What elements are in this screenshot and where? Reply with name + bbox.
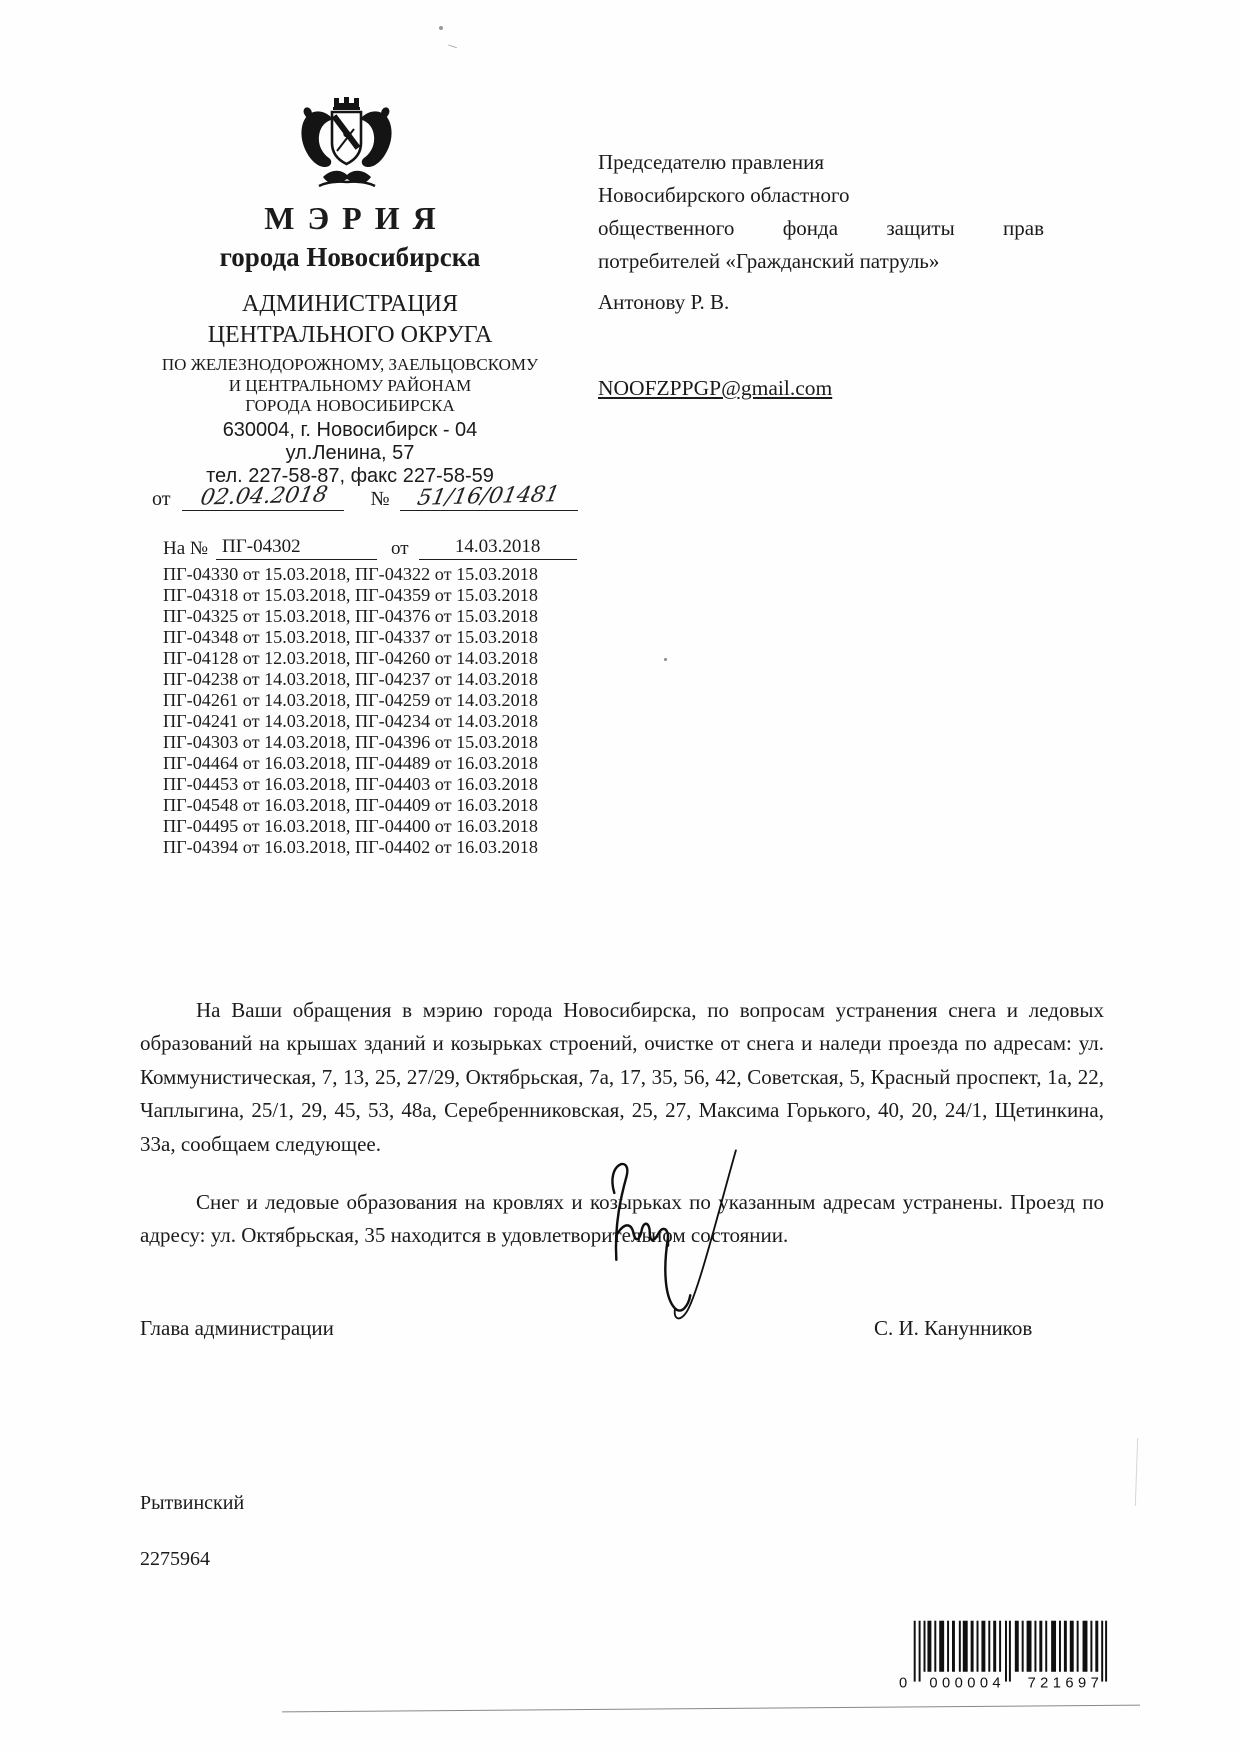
reference-list-item: ПГ-04325 от 15.03.2018, ПГ-04376 от 15.03.2018	[163, 606, 538, 626]
reference-list-item: ПГ-04241 от 14.03.2018, ПГ-04234 от 14.03.2018	[163, 711, 538, 731]
reference-list-item: ПГ-04464 от 16.03.2018, ПГ-04489 от 16.03.2018	[163, 753, 538, 773]
number-label: №	[370, 488, 390, 510]
recipient-email: NOOFZPPGP@gmail.com	[598, 376, 833, 400]
districts-line2: И ЦЕНТРАЛЬНОМУ РАЙОНАМ	[228, 375, 472, 395]
barcode-group-right: 721697	[1027, 1675, 1104, 1692]
reference-list-item: ПГ-04330 от 15.03.2018, ПГ-04322 от 15.03.2018	[163, 564, 538, 584]
scan-artifact-line	[1135, 1438, 1138, 1506]
registration-barcode	[898, 1620, 1112, 1698]
barcode-group-left: 000004	[929, 1675, 1006, 1692]
outgoing-date-slot	[182, 484, 344, 511]
scan-edge-line	[282, 1705, 1140, 1713]
reference-list-item: ПГ-04348 от 15.03.2018, ПГ-04337 от 15.03.2018	[163, 627, 538, 647]
in-reply-date: 14.03.2018	[419, 536, 577, 560]
outgoing-number-row	[152, 484, 592, 511]
reference-list-item: ПГ-04128 от 12.03.2018, ПГ-04260 от 14.03.2018	[163, 648, 538, 668]
from-label: от	[152, 488, 171, 510]
reference-list	[163, 564, 633, 858]
scan-artifact-tick	[448, 39, 459, 48]
body-paragraph-1: На Ваши обращения в мэрию города Новосибирска, по вопросам устранения снега и ледовых образований на крышах зданий и козырьках строений, очистке от снега и наледи проезда по адресам: ул. Коммунистическая, 7, 13, 25, 27/29, Октябрьская, 7а, 17, 35, 56, 42, Советская, 5, Красный проспект, 1а, 22, Чаплыгина, 25/1, 29, 45, 53, 48а, Серебренниковская, 25, 27, Максима Горького, 40, 20, 24/1, Щетинкина, 33а, сообщаем следующее.	[140, 998, 1104, 1156]
barcode-digit-left: 0	[898, 1675, 912, 1692]
reference-list-item: ПГ-04548 от 16.03.2018, ПГ-04409 от 16.03.2018	[163, 795, 538, 815]
recipient-name: Антонову Р. В.	[598, 290, 730, 314]
outgoing-number-slot	[400, 484, 578, 511]
scan-artifact-dot	[664, 658, 667, 661]
signature-image	[592, 1146, 744, 1326]
districts-line3: ГОРОДА НОВОСИБИРСКА	[245, 396, 455, 415]
scan-artifact-dot	[439, 26, 443, 30]
recipient-line2: Новосибирского областного	[598, 183, 850, 207]
dept-line2: ЦЕНТРАЛЬНОГО ОКРУГА	[207, 322, 493, 348]
signer-title: Глава администрации	[140, 1316, 334, 1340]
recipient-block	[598, 146, 1044, 278]
org-name-line2: города Новосибирска	[219, 242, 481, 272]
reference-list-item: ПГ-04238 от 14.03.2018, ПГ-04237 от 14.03.2018	[163, 669, 538, 689]
recipient-line1: Председателю правления	[598, 150, 825, 174]
recipient-line3: общественного фонда защиты прав	[598, 216, 1044, 240]
sender-letterhead	[120, 200, 580, 488]
handwritten-number: 51/16/01481	[415, 482, 562, 511]
reference-list-item: ПГ-04261 от 14.03.2018, ПГ-04259 от 14.03.2018	[163, 690, 538, 710]
districts-line1: ПО ЖЕЛЕЗНОДОРОЖНОМУ, ЗАЕЛЬЦОВСКОМУ	[161, 355, 539, 374]
reference-list-item: ПГ-04394 от 16.03.2018, ПГ-04402 от 16.03.2018	[163, 837, 538, 857]
in-reply-from-label: от	[391, 538, 409, 559]
reference-list-item: ПГ-04495 от 16.03.2018, ПГ-04400 от 16.03.2018	[163, 816, 538, 836]
in-reply-number: ПГ-04302	[216, 536, 377, 560]
reference-list-item: ПГ-04453 от 16.03.2018, ПГ-04403 от 16.03.2018	[163, 774, 538, 794]
executor-name: Рытвинский	[140, 1492, 245, 1514]
recipient-line4: потребителей «Гражданский патруль»	[598, 249, 940, 273]
executor-phone: 2275964	[140, 1548, 210, 1570]
signer-name: С. И. Канунников	[874, 1316, 1033, 1340]
sender-address-line1: 630004, г. Новосибирск - 04	[222, 418, 478, 441]
reference-list-item: ПГ-04318 от 15.03.2018, ПГ-04359 от 15.03.2018	[163, 585, 538, 605]
sender-address-line2: ул.Ленина, 57	[285, 441, 415, 464]
sender-phone-line: тел. 227-58-87, факс 227-58-59	[206, 464, 494, 487]
handwritten-date: 02.04.2018	[197, 482, 330, 511]
dept-line1: АДМИНИСТРАЦИЯ	[242, 291, 458, 317]
in-reply-prefix: На №	[163, 538, 209, 559]
reference-list-item: ПГ-04303 от 14.03.2018, ПГ-04396 от 15.03.2018	[163, 732, 538, 752]
org-name-line1: МЭРИЯ	[264, 200, 449, 236]
body-paragraph-2: Снег и ледовые образования на кровлях и козырьках по указанным адресам устранены. Проезд по адресу: ул. Октябрьская, 35 находится в удовлетворительном состоянии.	[140, 1190, 1104, 1248]
in-reply-row	[163, 536, 623, 560]
novosibirsk-coat-of-arms-icon	[293, 93, 405, 197]
